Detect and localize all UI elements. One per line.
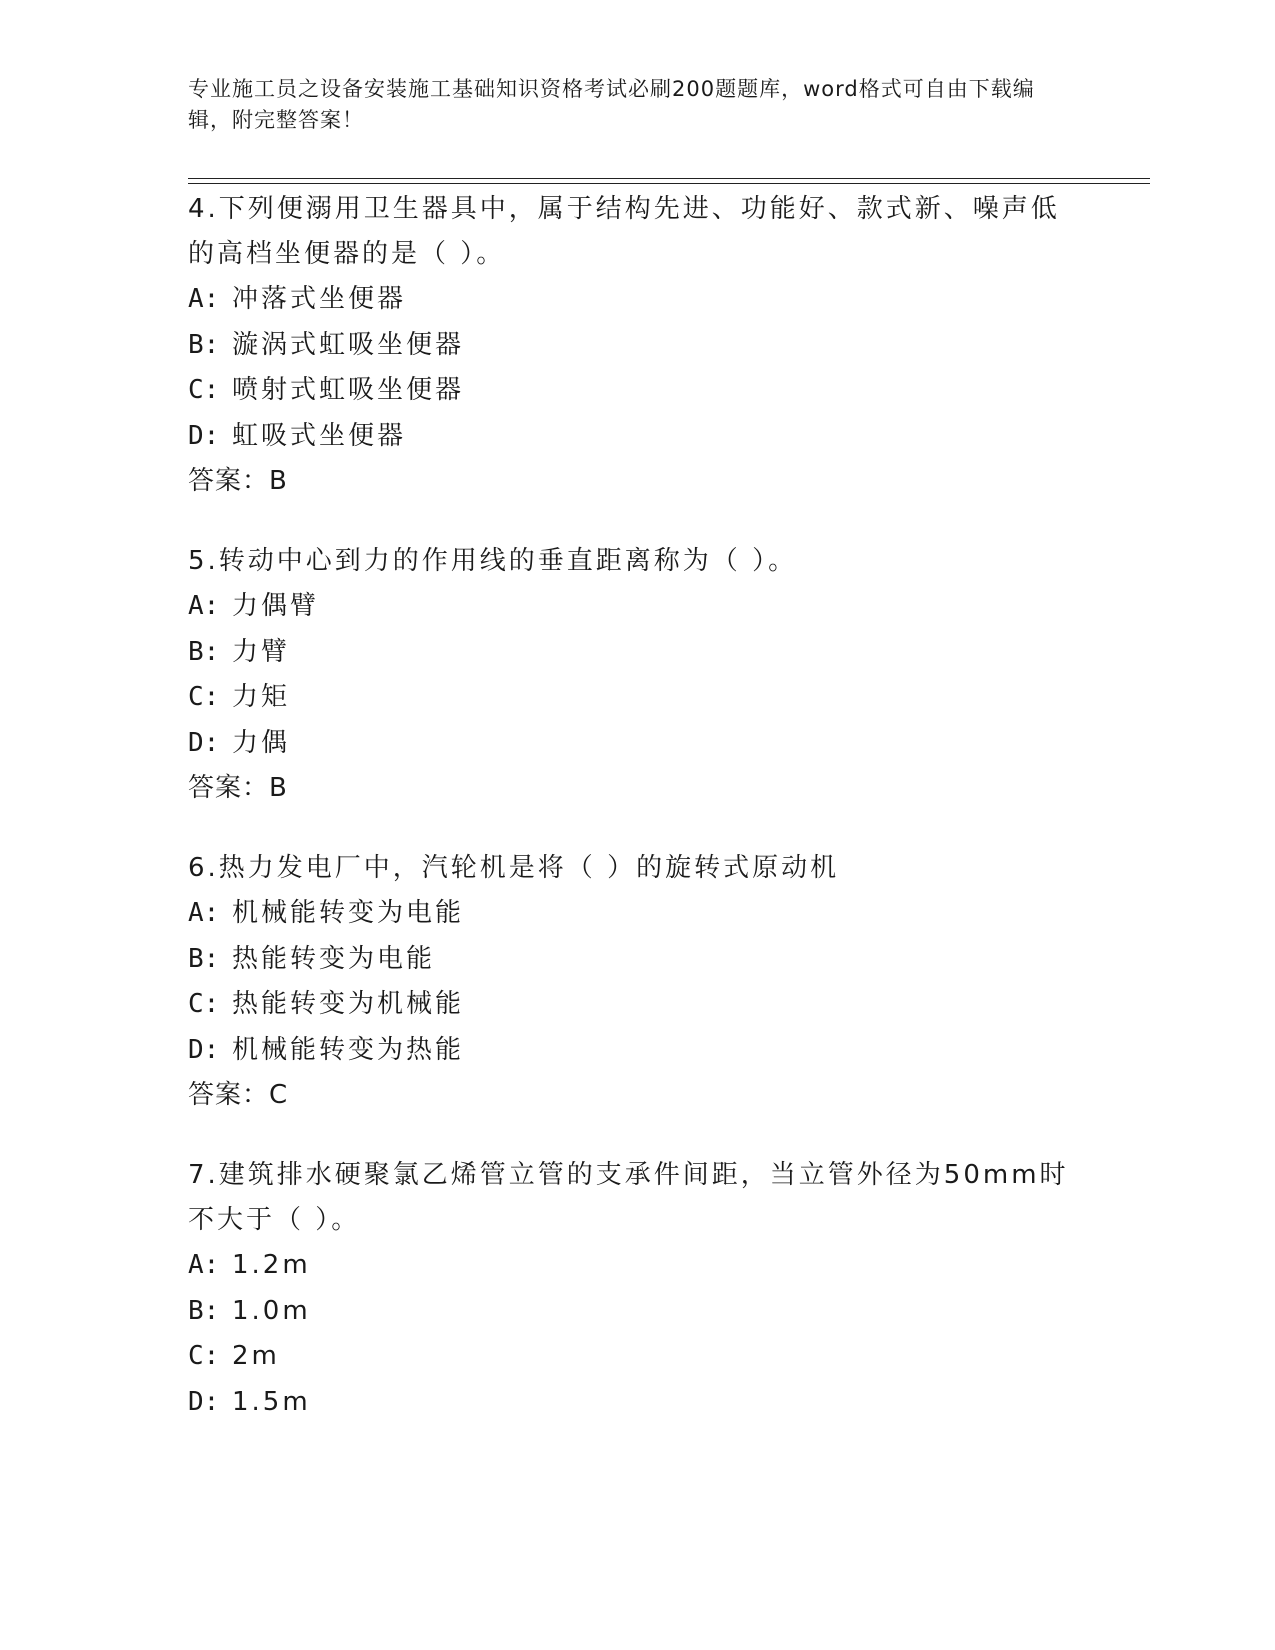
option-text: 漩涡式虹吸坐便器: [232, 329, 465, 360]
question-stem: 7.建筑排水硬聚氯乙烯管立管的支承件间距，当立管外径为50mm时不大于（ ）。: [188, 1160, 1069, 1235]
option-d: [188, 721, 1088, 767]
option-letter: C:: [188, 1341, 220, 1371]
option-letter: D:: [188, 1386, 220, 1417]
option-a: [188, 1243, 1088, 1289]
option-letter: B:: [188, 1295, 220, 1326]
option-c: [188, 675, 1088, 721]
question-list: [188, 187, 1088, 1460]
option-letter: A:: [188, 284, 220, 314]
option-a: [188, 584, 1088, 630]
option-text: 机械能转变为热能: [232, 1034, 465, 1065]
option-letter: B:: [188, 943, 220, 974]
option-text: 力矩: [232, 682, 291, 712]
header-rule-bottom: [188, 183, 1150, 184]
option-c: [188, 368, 1088, 414]
option-text: 1.2m: [232, 1250, 311, 1280]
option-d: [188, 414, 1088, 460]
option-letter: B:: [188, 636, 220, 667]
option-text: 热能转变为电能: [232, 943, 436, 974]
question-stem: 5.转动中心到力的作用线的垂直距离称为（ ）。: [188, 546, 798, 576]
question-stem: 4.下列便溺用卫生器具中，属于结构先进、功能好、款式新、噪声低的高档坐便器的是（ ）。: [188, 194, 1060, 269]
option-c: [188, 1334, 1088, 1380]
option-letter: C:: [188, 989, 220, 1019]
option-letter: D:: [188, 420, 220, 451]
option-text: 力偶: [232, 727, 291, 758]
option-text: 力偶臂: [232, 591, 320, 621]
option-text: 机械能转变为电能: [232, 898, 465, 928]
option-a: [188, 891, 1088, 937]
header-rule-top: [188, 178, 1150, 179]
option-b: [188, 323, 1088, 369]
option-text: 1.5m: [232, 1386, 311, 1417]
option-b: [188, 937, 1088, 983]
option-letter: A:: [188, 591, 220, 621]
option-letter: A:: [188, 1250, 220, 1280]
option-d: [188, 1028, 1088, 1074]
question-7: [188, 1153, 1088, 1425]
option-text: 虹吸式坐便器: [232, 420, 407, 451]
option-b: [188, 1289, 1088, 1335]
option-letter: D:: [188, 1034, 220, 1065]
answer: 答案：B: [188, 466, 288, 496]
option-text: 热能转变为机械能: [232, 989, 465, 1019]
question-5: [188, 539, 1088, 811]
option-letter: C:: [188, 682, 220, 712]
question-4: [188, 187, 1088, 504]
option-text: 力臂: [232, 636, 291, 667]
option-d: [188, 1380, 1088, 1426]
option-b: [188, 630, 1088, 676]
option-letter: D:: [188, 727, 220, 758]
option-letter: A:: [188, 898, 220, 928]
answer: 答案：B: [188, 773, 288, 803]
answer: 答案：C: [188, 1080, 289, 1110]
option-letter: B:: [188, 329, 220, 360]
option-text: 喷射式虹吸坐便器: [232, 375, 465, 405]
question-stem: 6.热力发电厂中，汽轮机是将（ ）的旋转式原动机: [188, 853, 840, 883]
option-text: 2m: [232, 1341, 280, 1371]
document-header: 专业施工员之设备安装施工基础知识资格考试必刷200题题库，word格式可自由下载编辑，附完整答案！: [188, 77, 1035, 132]
question-6: [188, 846, 1088, 1118]
option-text: 1.0m: [232, 1295, 311, 1326]
option-a: [188, 277, 1088, 323]
option-c: [188, 982, 1088, 1028]
option-text: 冲落式坐便器: [232, 284, 407, 314]
option-letter: C:: [188, 375, 220, 405]
